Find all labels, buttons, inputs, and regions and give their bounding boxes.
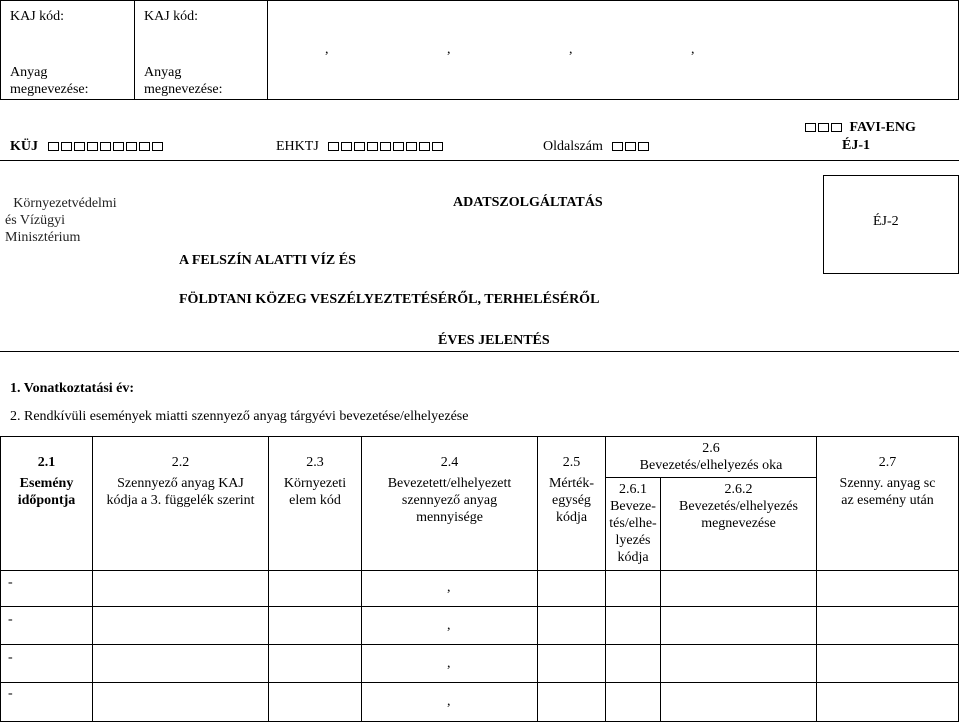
digit-box: [419, 142, 430, 151]
col-2-5-header: 2.5 Mérték- egység kódja: [548, 455, 595, 525]
favi-eng-field: [803, 120, 916, 136]
col-2-3-header: 2.3 Környezeti elem kód: [283, 455, 347, 508]
digit-box: [113, 142, 124, 151]
digit-box: [406, 142, 417, 151]
digit-box: [74, 142, 85, 151]
comma-mark: ,: [325, 42, 329, 57]
ej1-label: ÉJ-1: [842, 138, 870, 153]
kaj-kod-label: KAJ kód:: [10, 9, 65, 24]
section-2-heading: 2. Rendkívüli események miatti szennyező anyag tárgyévi bevezetése/elhelyezése: [10, 409, 469, 424]
ehktj-label: EHKTJ: [276, 139, 319, 154]
digit-box: [432, 142, 443, 151]
oldalszam-boxes: [610, 139, 649, 154]
digit-box: [354, 142, 365, 151]
row-dash: -: [8, 612, 13, 627]
felszin-title: A FELSZÍN ALATTI VÍZ ÉS: [179, 253, 356, 268]
digit-box: [818, 123, 829, 132]
digit-box: [139, 142, 150, 151]
comma-mark: ,: [691, 42, 695, 57]
col-2-4-header: 2.4 Bevezetett/elhelyezett szennyező anyag mennyisége: [387, 455, 512, 525]
digit-box: [805, 123, 816, 132]
digit-box: [61, 142, 72, 151]
digit-box: [393, 142, 404, 151]
digit-box: [87, 142, 98, 151]
divider: [0, 160, 959, 161]
col-2-7-header: 2.7 Szenny. anyag sc az esemény után: [839, 455, 936, 508]
digit-box: [126, 142, 137, 151]
ehktj-field: [276, 139, 443, 155]
kaj-kod-label: KAJ kód:: [144, 9, 199, 24]
digit-box: [341, 142, 352, 151]
kuj-boxes: [46, 139, 163, 154]
kuj-field: [10, 139, 163, 155]
col-2-1-header: 2.1 Esemény időpontja: [17, 455, 76, 508]
comma-mark: ,: [569, 42, 573, 57]
section-1-heading: 1. Vonatkoztatási év:: [10, 381, 135, 396]
digit-box: [625, 142, 636, 151]
oldalszam-field: [543, 139, 649, 155]
kuj-label: KÜJ: [10, 139, 38, 154]
digit-box: [638, 142, 649, 151]
row-dash: -: [8, 575, 13, 590]
row-comma: ,: [447, 694, 451, 709]
col-2-6-2-header: 2.6.2 Bevezetés/elhelyezés megnevezése: [679, 482, 798, 531]
col-2-6-header: 2.6 Bevezetés/elhelyezés oka: [639, 441, 783, 473]
digit-box: [367, 142, 378, 151]
ministry-name: Környezetvédelmi és Vízügyi Minisztérium: [5, 196, 117, 245]
oldalszam-label: Oldalszám: [543, 139, 603, 154]
digit-box: [48, 142, 59, 151]
row-comma: ,: [447, 580, 451, 595]
foldtani-title: FÖLDTANI KÖZEG VESZÉLYEZTETÉSÉRŐL, TERHELÉSÉRŐL: [179, 292, 600, 307]
favi-eng-label: FAVI-ENG: [849, 120, 916, 135]
ej2-label: ÉJ-2: [873, 214, 899, 229]
col-2-6-1-header: 2.6.1 Beveze- tés/elhe- lyezés kódja: [609, 482, 657, 565]
row-comma: ,: [447, 656, 451, 671]
row-comma: ,: [447, 618, 451, 633]
eves-jelentes-title: ÉVES JELENTÉS: [438, 333, 550, 348]
favi-boxes: [803, 120, 842, 135]
digit-box: [152, 142, 163, 151]
adatszolgaltatas-title: ADATSZOLGÁLTATÁS: [453, 195, 603, 210]
comma-mark: ,: [447, 42, 451, 57]
digit-box: [380, 142, 391, 151]
anyag-label: Anyag megnevezése:: [144, 65, 223, 97]
anyag-label: Anyag megnevezése:: [10, 65, 89, 97]
row-dash: -: [8, 686, 13, 701]
digit-box: [328, 142, 339, 151]
digit-box: [831, 123, 842, 132]
col-2-2-header: 2.2 Szennyező anyag KAJ kódja a 3. függelék szerint: [106, 455, 255, 508]
digit-box: [100, 142, 111, 151]
row-dash: -: [8, 650, 13, 665]
ehktj-boxes: [326, 139, 443, 154]
digit-box: [612, 142, 623, 151]
divider: [0, 351, 959, 352]
